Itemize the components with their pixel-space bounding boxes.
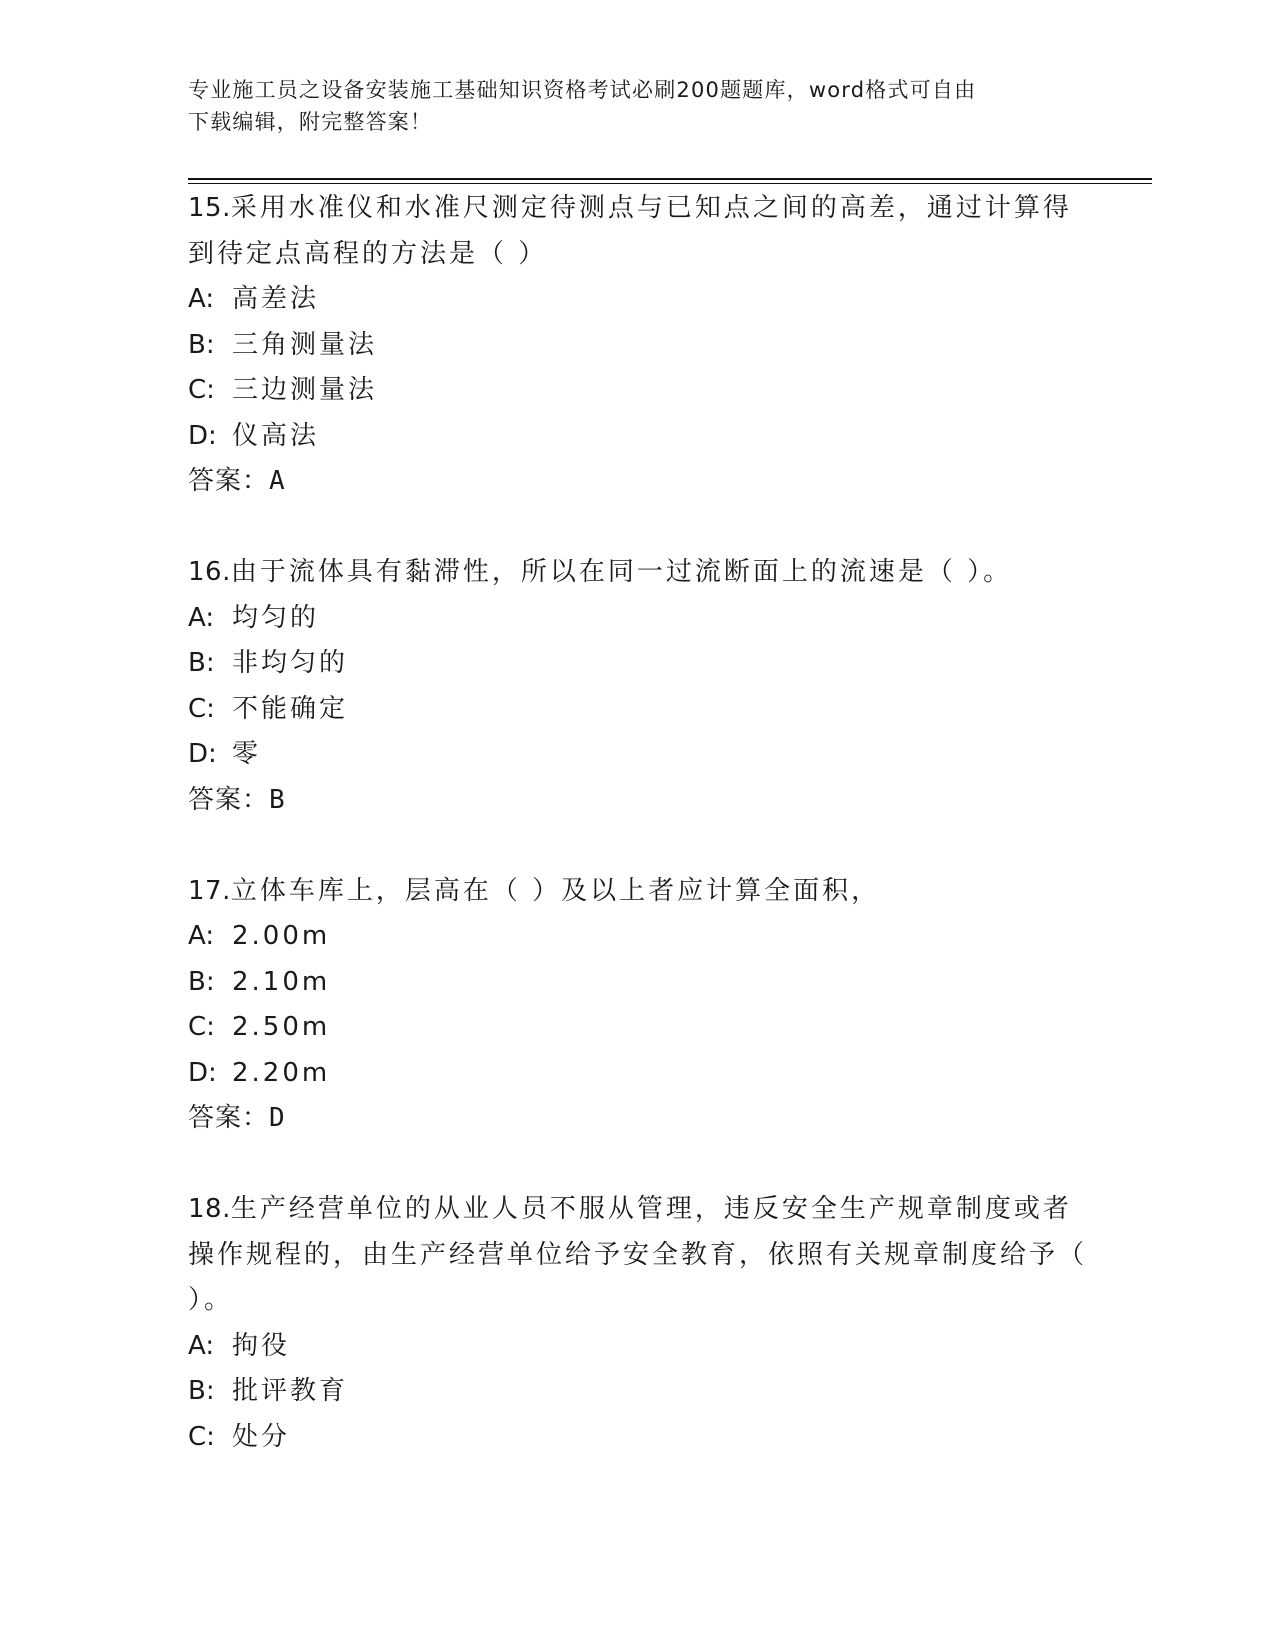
option-text: 均匀的 xyxy=(232,602,320,633)
spacer xyxy=(188,1142,1088,1188)
question-text xyxy=(188,869,1088,915)
option-key: D: xyxy=(188,739,217,769)
option-b xyxy=(188,960,1088,1006)
header-divider-thick xyxy=(188,178,1152,180)
option-key: B: xyxy=(188,648,215,678)
question-text xyxy=(188,1187,1088,1324)
question-text xyxy=(188,186,1088,277)
option-key: B: xyxy=(188,1376,215,1406)
option-key: C: xyxy=(188,375,215,405)
option-key: A: xyxy=(188,921,215,951)
option-key: A: xyxy=(188,602,215,633)
option-text: 三角测量法 xyxy=(232,329,378,360)
option-text: 零 xyxy=(232,739,262,769)
option-text: 2.10m xyxy=(232,966,331,997)
option-text: 不能确定 xyxy=(232,693,349,724)
option-text: 仪高法 xyxy=(232,420,320,451)
option-text: 非均匀的 xyxy=(232,648,349,678)
option-a xyxy=(188,277,1088,323)
option-text: 三边测量法 xyxy=(232,375,378,405)
answer-label: 答案： xyxy=(188,1103,270,1133)
option-text: 批评教育 xyxy=(232,1376,349,1406)
question-number: 17. xyxy=(188,875,231,906)
question-18 xyxy=(188,1187,1088,1460)
option-d xyxy=(188,1051,1088,1097)
option-text: 高差法 xyxy=(232,284,320,314)
spacer xyxy=(188,505,1088,551)
option-b xyxy=(188,1369,1088,1415)
question-list xyxy=(188,186,1088,1460)
header-divider-thin xyxy=(188,183,1152,184)
option-key: A: xyxy=(188,284,215,314)
question-text xyxy=(188,550,1088,596)
option-text: 处分 xyxy=(232,1421,291,1452)
header-line-2: 下载编辑，附完整答案！ xyxy=(188,110,433,134)
option-d xyxy=(188,732,1088,778)
option-c xyxy=(188,1005,1088,1051)
option-key: C: xyxy=(188,1012,215,1042)
option-a xyxy=(188,596,1088,642)
answer-line xyxy=(188,459,1088,505)
option-key: B: xyxy=(188,966,215,997)
option-text: 拘役 xyxy=(232,1330,291,1361)
option-key: A: xyxy=(188,1330,215,1361)
question-17 xyxy=(188,869,1088,1142)
answer-value: A xyxy=(269,466,286,496)
answer-line xyxy=(188,778,1088,824)
option-b xyxy=(188,323,1088,369)
answer-label: 答案： xyxy=(188,784,270,815)
option-key: B: xyxy=(188,329,215,360)
question-stem: 由于流体具有黏滞性，所以在同一过流断面上的流速是（ ）。 xyxy=(230,557,1013,587)
option-text: 2.20m xyxy=(232,1057,331,1088)
question-number: 16. xyxy=(188,557,231,587)
question-number: 15. xyxy=(188,193,231,223)
question-stem: 生产经营单位的从业人员不服从管理，违反安全生产规章制度或者操作规程的，由生产经营单位给予安全教育，依照有关规章制度给予（ ）。 xyxy=(188,1194,1088,1315)
question-16 xyxy=(188,550,1088,823)
option-text: 2.00m xyxy=(232,921,331,951)
document-header xyxy=(188,74,1068,138)
option-c xyxy=(188,368,1088,414)
option-key: D: xyxy=(188,1057,217,1088)
answer-value: B xyxy=(269,784,286,815)
question-stem: 采用水准仪和水准尺测定待测点与已知点之间的高差，通过计算得到待定点高程的方法是（ ） xyxy=(188,193,1072,269)
header-line-1: 专业施工员之设备安装施工基础知识资格考试必刷200题题库，word格式可自由 xyxy=(188,78,977,102)
question-15 xyxy=(188,186,1088,505)
option-d xyxy=(188,414,1088,460)
answer-line xyxy=(188,1096,1088,1142)
option-a xyxy=(188,914,1088,960)
option-text: 2.50m xyxy=(232,1012,331,1042)
answer-label: 答案： xyxy=(188,466,270,496)
spacer xyxy=(188,823,1088,869)
question-stem: 立体车库上，层高在（ ）及以上者应计算全面积， xyxy=(230,875,881,906)
option-key: D: xyxy=(188,420,217,451)
option-c xyxy=(188,687,1088,733)
option-b xyxy=(188,641,1088,687)
option-key: C: xyxy=(188,1421,215,1452)
question-number: 18. xyxy=(188,1194,231,1224)
option-c xyxy=(188,1415,1088,1461)
answer-value: D xyxy=(269,1103,286,1133)
option-a xyxy=(188,1324,1088,1370)
option-key: C: xyxy=(188,693,215,724)
